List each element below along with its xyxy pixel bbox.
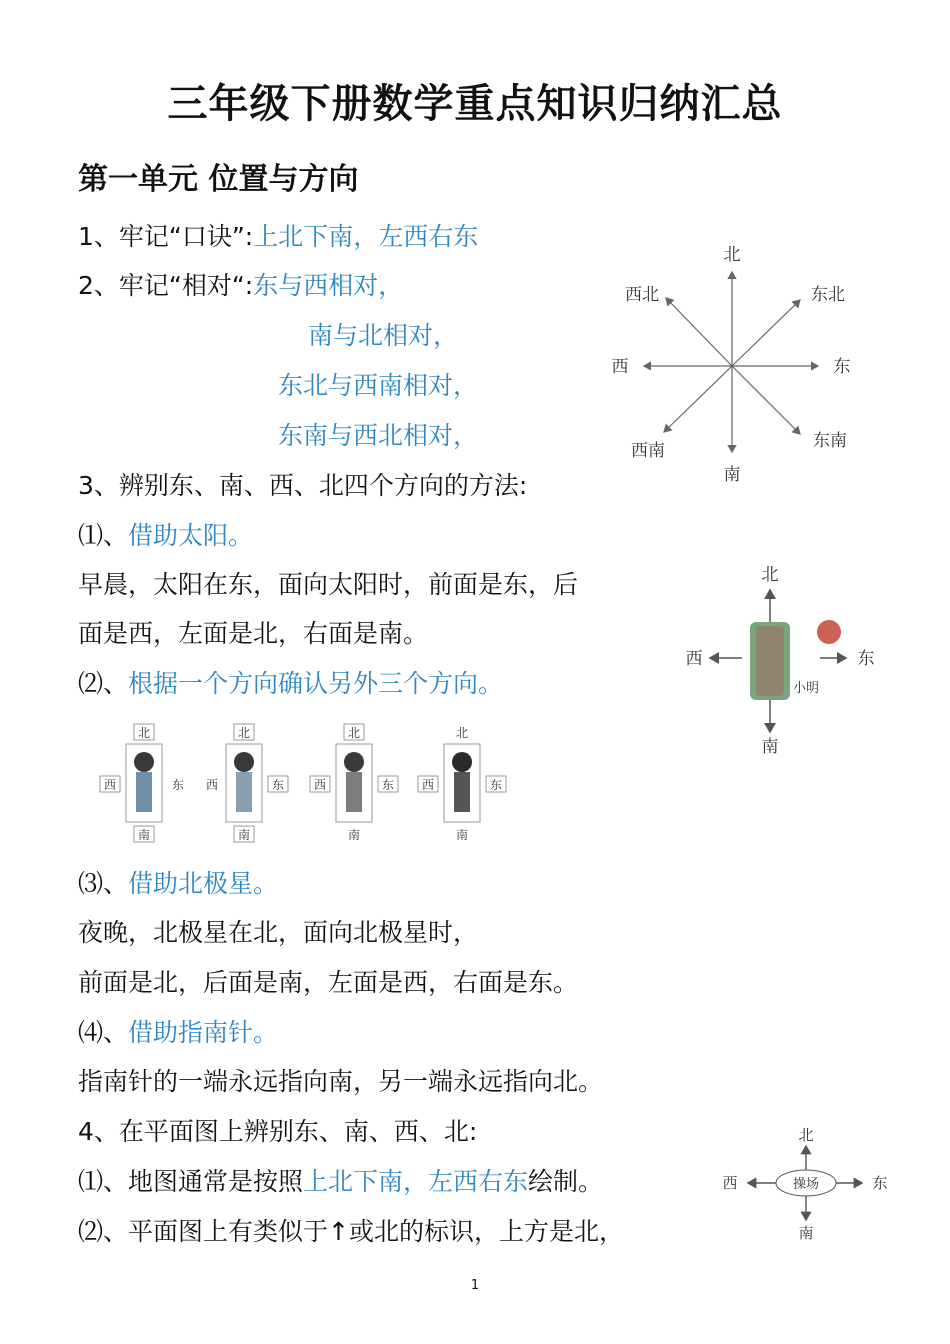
sun-direction-figure	[672, 560, 884, 760]
pg-north: 北	[798, 1126, 814, 1144]
method-sun-label: 借助太阳。	[128, 521, 254, 550]
map-rule-1-num: ⑴、	[78, 1167, 129, 1196]
method-one-direction-label: 根据一个方向确认另外三个方向。	[128, 669, 504, 698]
method-compass-num: ⑷、	[78, 1018, 129, 1047]
child2-west: 西	[205, 778, 219, 792]
rule-mnemonic-text: 上北下南，左西右东	[253, 222, 479, 251]
rule-mnemonic-prefix: 1、牢记“口诀”:	[78, 222, 254, 251]
method-compass-label: 借助指南针。	[128, 1018, 279, 1047]
opposite-south-north: 南与北相对，	[308, 321, 459, 350]
map-rule-1	[78, 1167, 603, 1197]
sunfig-person-label: 小明	[792, 681, 820, 696]
opposite-se-nw: 东南与西北相对，	[278, 421, 479, 450]
page-title: 三年级下册数学重点知识归纳汇总	[167, 81, 783, 127]
four-children-figure	[96, 722, 516, 848]
method-sun-num: ⑴、	[78, 521, 129, 550]
map-directions-heading: 4、在平面图上辨别东、南、西、北:	[78, 1117, 478, 1146]
sunfig-south: 南	[761, 737, 779, 757]
child1-east: 东	[171, 778, 185, 792]
method-one-direction	[78, 669, 503, 699]
child-figure-3	[310, 724, 398, 842]
map-rule-2	[78, 1217, 624, 1247]
rose-north: 北	[723, 245, 741, 265]
method-polaris	[78, 869, 278, 899]
rule-opposites-prefix: 2、牢记“相对“:	[78, 271, 254, 300]
sunfig-north: 北	[761, 565, 779, 585]
rule-mnemonic	[78, 222, 478, 252]
playground-label: 操场	[792, 1177, 820, 1192]
sunfig-west: 西	[685, 649, 703, 669]
child1-west: 西	[103, 778, 117, 792]
page-number: 1	[470, 1278, 480, 1293]
sun-icon	[817, 620, 841, 644]
method-compass	[78, 1018, 278, 1048]
child-figure-4	[418, 726, 506, 842]
method-sun	[78, 521, 253, 551]
child3-west: 西	[313, 778, 327, 792]
directions-methods-heading: 3、辨别东、南、西、北四个方向的方法:	[78, 471, 528, 500]
child4-west: 西	[421, 778, 435, 792]
pg-east: 东	[872, 1174, 888, 1192]
map-rule-1-pre: 地图通常是按照	[128, 1167, 304, 1196]
rose-southwest: 西南	[631, 441, 665, 461]
child3-north: 北	[347, 726, 361, 740]
compass-text: 指南针的一端永远指向南，另一端永远指向北。	[78, 1067, 604, 1096]
child2-south: 南	[237, 828, 251, 842]
child4-north: 北	[455, 726, 469, 740]
method-polaris-label: 借助北极星。	[128, 869, 279, 898]
polaris-text-2: 前面是北，后面是南，左面是西，右面是东。	[78, 968, 579, 997]
rose-southeast: 东南	[813, 431, 847, 451]
rose-south: 南	[723, 465, 741, 485]
child2-east: 东	[271, 778, 285, 792]
sunfig-east: 东	[857, 649, 875, 669]
section-heading: 第一单元 位置与方向	[78, 162, 359, 197]
child-figure-1	[100, 724, 184, 842]
rose-west: 西	[611, 357, 629, 377]
map-rule-1-post: 绘制。	[528, 1167, 604, 1196]
pg-south: 南	[798, 1224, 814, 1242]
child3-east: 东	[381, 778, 395, 792]
child-figure-2	[206, 724, 288, 842]
opposite-ne-sw: 东北与西南相对，	[278, 371, 479, 400]
child4-east: 东	[489, 778, 503, 792]
sun-text-2: 面是西，左面是北，右面是南。	[78, 619, 429, 648]
rose-northeast: 东北	[811, 285, 845, 305]
child1-south: 南	[137, 828, 151, 842]
compass-rose-figure	[596, 238, 868, 488]
rose-northwest: 西北	[625, 285, 659, 305]
rule-opposites	[78, 271, 403, 301]
child3-south: 南	[347, 828, 361, 842]
playground-figure	[716, 1124, 900, 1244]
polaris-text-1: 夜晚，北极星在北，面向北极星时，	[78, 918, 479, 947]
sun-text-1: 早晨，太阳在东，面向太阳时，前面是东，后	[78, 570, 579, 599]
map-rule-2-text: 平面图上有类似于↑或北的标识，上方是北，	[128, 1217, 624, 1246]
method-polaris-num: ⑶、	[78, 869, 129, 898]
pg-west: 西	[722, 1174, 738, 1192]
map-rule-2-num: ⑵、	[78, 1217, 129, 1246]
child4-south: 南	[455, 828, 469, 842]
child1-north: 北	[137, 726, 151, 740]
compass-rose-arrows	[644, 272, 818, 452]
rose-east: 东	[833, 357, 851, 377]
opposite-east-west: 东与西相对，	[253, 271, 404, 300]
child2-north: 北	[237, 726, 251, 740]
method-one-direction-num: ⑵、	[78, 669, 129, 698]
map-rule-1-highlight: 上北下南，左西右东	[303, 1167, 529, 1196]
